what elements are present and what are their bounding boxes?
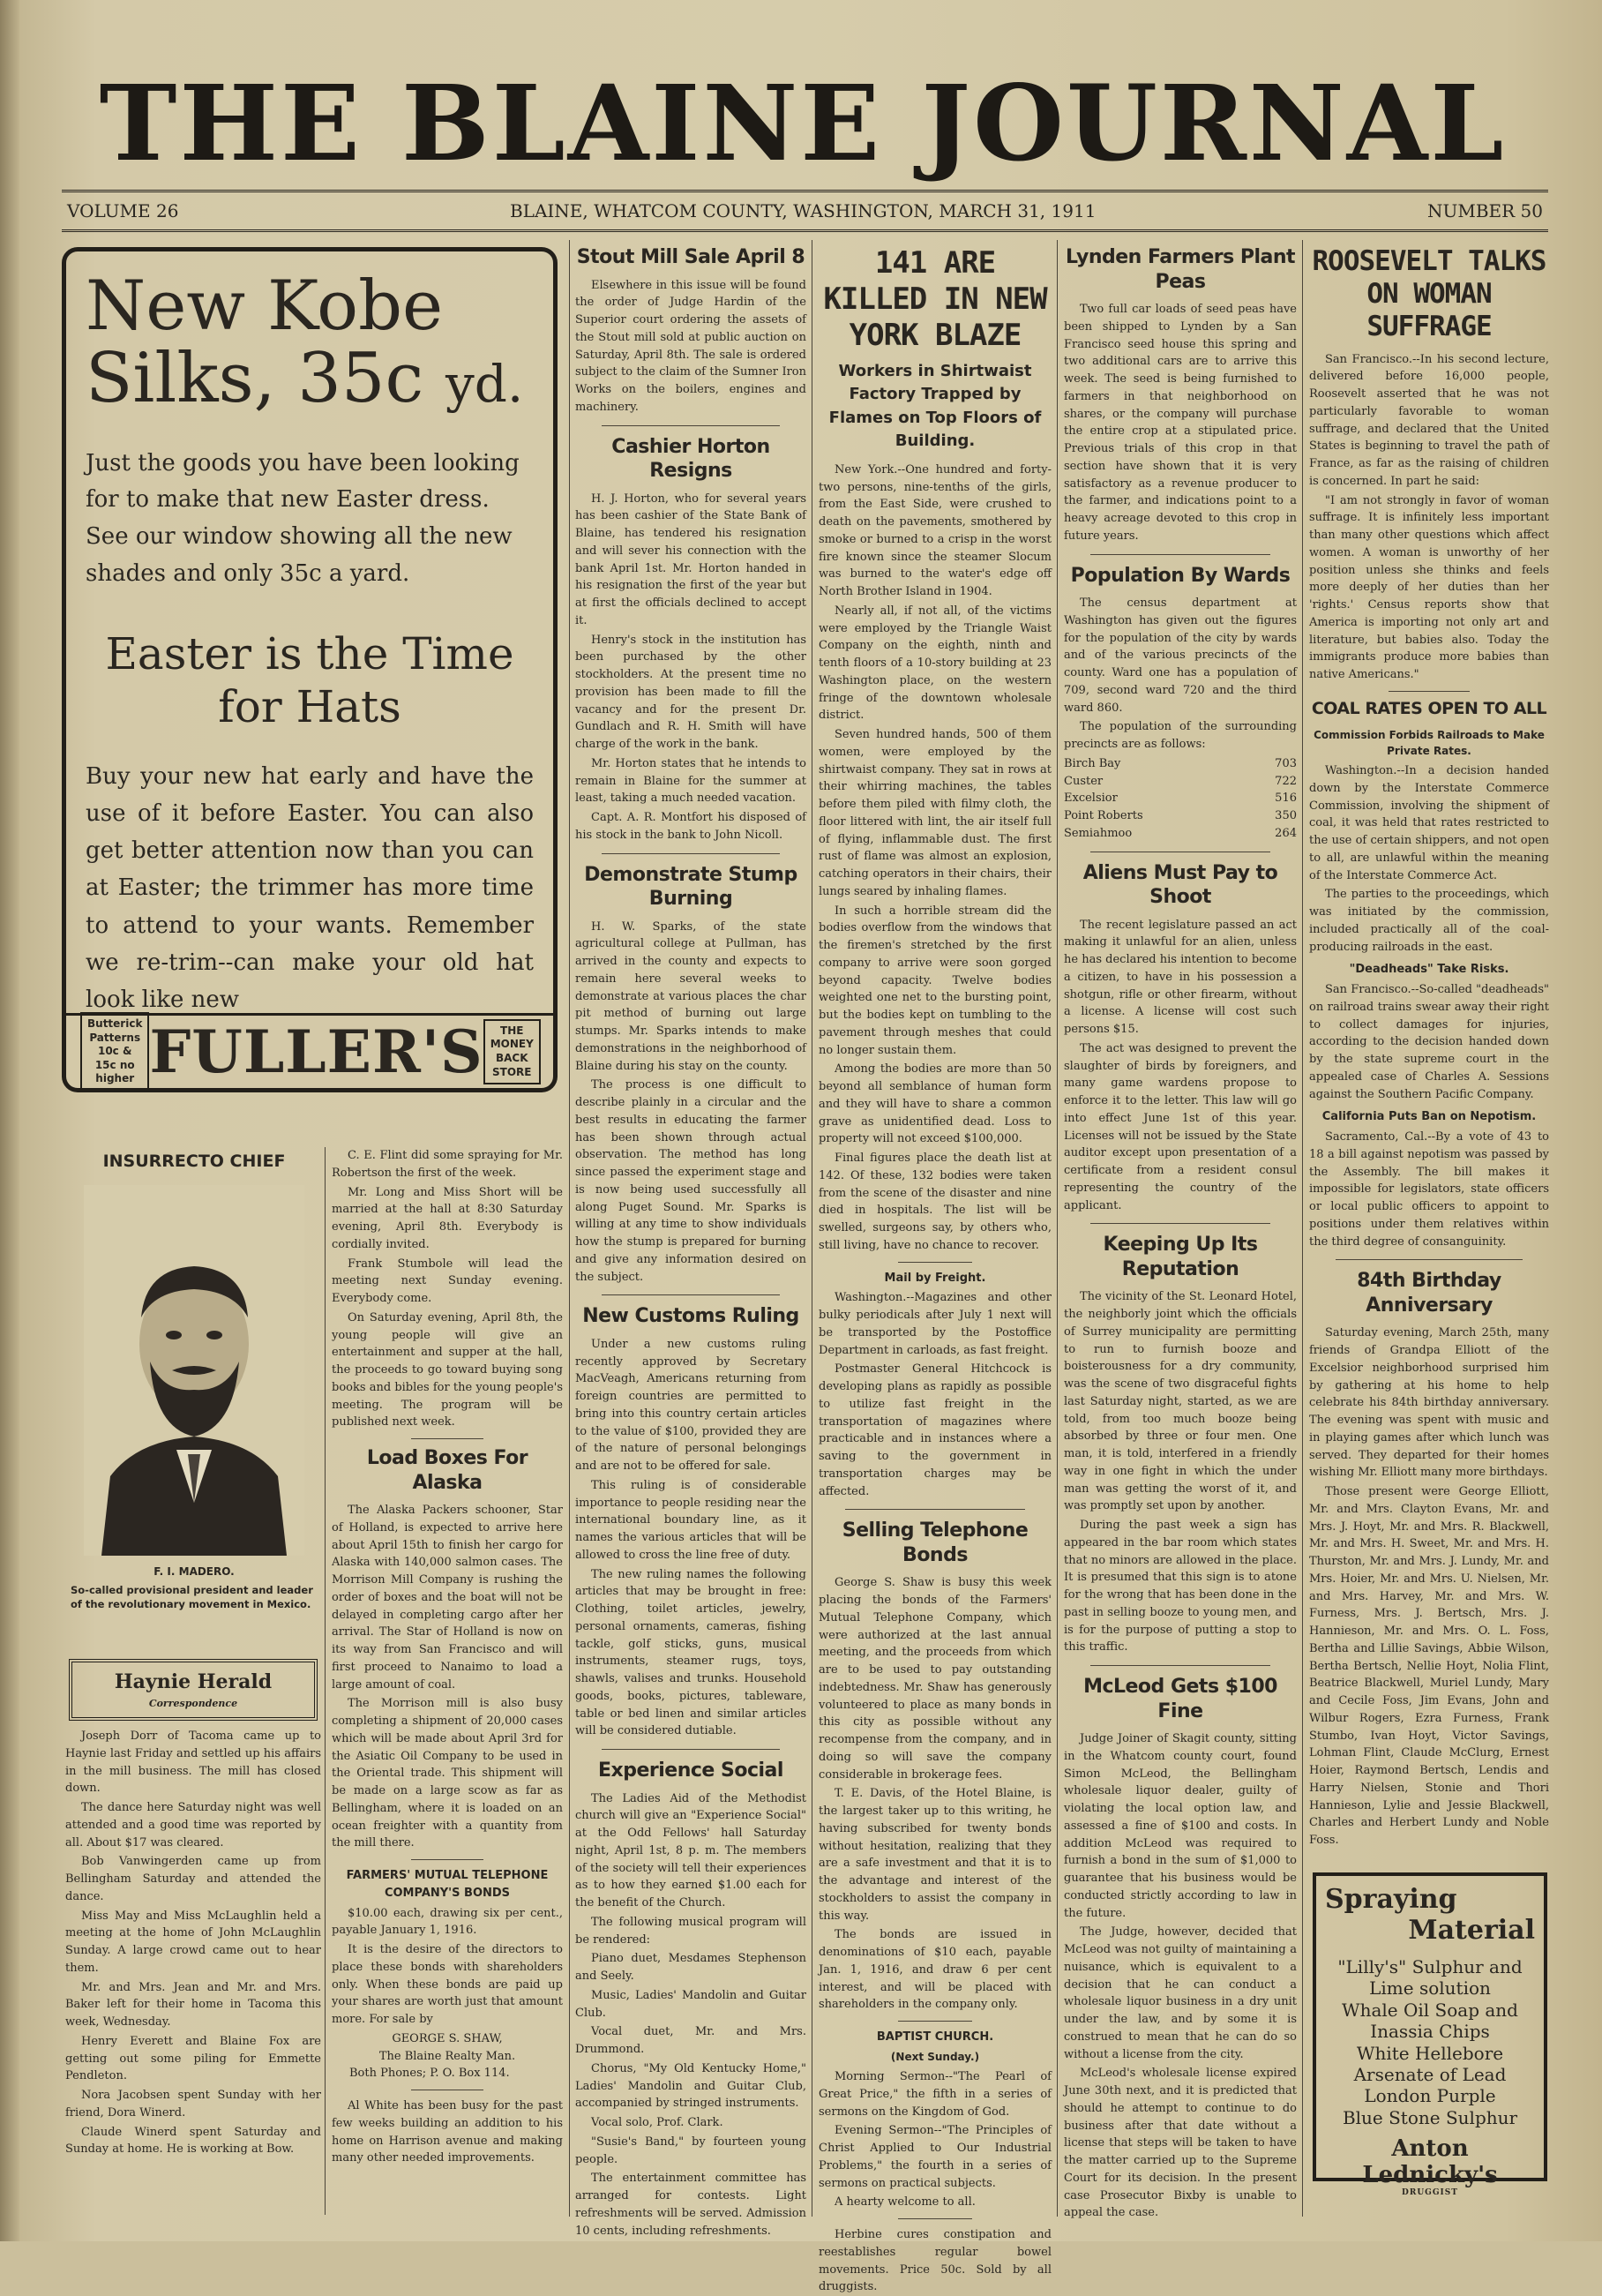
news-paragraph: On Saturday evening, April 8th, the young people will give an entertainment and supper at the hall, the proceeds to go toward buying song books and bibles for the young people's meeting. The program will be published next week. [332,1310,563,1429]
news-paragraph: "I am not strongly in favor of woman suffrage. It is infinitely less important than many other questions which affect women. A woman is unworthy of her position unless she thinks and feels more deeply of her duties than her 'rights.' Census reports show that America is importing not only art and literature, but babies also. Today the immigrants produce more babies than native Americans." [1309,493,1549,682]
news-paragraph: The act was designed to prevent the slaughter of birds by foreigners, and many game wardens propose to enforce it to the letter. This law will go into effect June 1st of this year. Licenses will not be issued by the State auditor except upon presentation of a certificate from a resident consul representing the country of the applicant. [1064,1041,1297,1212]
headline-telephone-bonds: Selling Telephone Bonds [842,1519,1029,1566]
divider [898,1262,972,1263]
divider [845,1509,1025,1510]
news-paragraph: Two full car loads of seed peas have been shipped to Lynden by a San Francisco seed house this spring and two additional cars are to arrive this week. The seed is being furnished to farmers in that neighborhood on shares, or the company will purchase the entire crop at a stipulated price. Previous trials of this crop in that section have shown that it is very satisfactory as a revenue producer to the farmer, and indications point to a heavy acreage devoted to this crop in future years. [1064,303,1297,543]
news-paragraph: The process is one difficult to describe plainly in a circular and the best results in educating the farmer has been shown through actual observation. The method has long since passed the experiment stage and is now being used successfully all along Puget Sound. Mr. Sparks is willing at any time to show individuals how the stump is prepared for burning and give any information desired on the subject. [575,1078,806,1284]
news-paragraph: Henry's stock in the institution has been purchased by the other stockholders. At the present time no provision has been made to fill the vacancy and for the present Dr. Gundlach and R. H. Smith will have charge of the work in the bank. [575,633,806,751]
population-row: Point Roberts 350 [1064,809,1297,822]
headline-stump: Demonstrate Stump Burning [584,863,797,910]
issue-number: NUMBER 50 [1426,200,1543,221]
headline-ny-blaze: 141 ARE KILLED IN NEW YORK BLAZE [823,245,1047,353]
column-rule [325,1147,326,2215]
news-paragraph: Capt. A. R. Montfort his disposed of his stock in the bank to John Nicoll. [575,811,806,842]
bonds-phones: Both Phones; P. O. Box 114. [349,2067,510,2081]
subhead-baptist: (Next Sunday.) [890,2050,980,2063]
divider [1389,691,1470,692]
divider [602,1294,780,1295]
news-paragraph: Judge Joiner of Skagit county, sitting in the Whatcom county court, found Simon McLeod, the Bellingham wholesale liquor dealer, guilty of violating the local option law, and assessed a fine of $100 and costs. In addition McLeod was required to furnish a bond in the sum of $1,000 to guarantee that his business would be conducted strictly according to law in the future. [1064,1732,1297,1920]
news-paragraph: Henry Everett and Blaine Fox are getting out some piling for Emmette Pendleton. [65,2034,321,2083]
news-paragraph: New York.--One hundred and forty-two persons, nine-tenths of the girls, from the East Side, were crushed to death on the pavements, smothered by smoke or burned to a crisp in the worst fire known since the steamer Slocum was burned to the water's edge off North Brother Island in 1904. [819,462,1052,599]
column-rule [1302,240,1303,2217]
madero-portrait [84,1185,304,1556]
haynie-herald-column [65,1650,321,2215]
headline-birthday: 84th Birthday Anniversary [1357,1270,1501,1317]
spraying-material-ad [1313,1872,1547,2198]
news-paragraph: The new ruling names the following articles that may be brought in free: Clothing, toilet articles, jewelry, personal ornaments, cameras, fishing tackle, golf sticks, guns, musical instruments, steamer rugs, toys, shawls, valises and trunks. Household goods, books, pictures, tableware, table or bed linen and similar articles will be considered dutiable. [575,1567,806,1738]
news-paragraph: Miss May and Miss McLaughlin held a meeting at the home of John McLaughlin Sunday. A large crowd came out to hear them. [65,1909,321,1975]
news-paragraph: Nora Jacobsen spent Sunday with her friend, Dora Winerd. [65,2089,321,2120]
divider [602,853,780,854]
news-paragraph: In such a horrible stream did the bodies overflow from the windows that the firemen's stretched by the first company to arrive were soon gorged beyond capacity. Twelve bodies weighted one net to the bursting point, but the bodies kept on tumbling to the pavement through meshes that could no longer sustain them. [819,904,1052,1057]
portrait-name: F. I. MADERO. [153,1565,235,1578]
divider [411,1438,483,1439]
news-paragraph: Mr. Horton states that he intends to remain in Blaine for the summer at least, taking a much needed vacation. [575,756,806,806]
fullers-advertisement [62,247,558,1090]
place-date: BLAINE, WHATCOM COUNTY, WASHINGTON, MARCH 31, 1911 [509,200,1097,221]
news-paragraph: The vicinity of the St. Leonard Hotel, the neighborly joint which the officials of Surrey municipality are permitting to run to furnish booze and boisterousness for a dry community, was the scene of two disgraceful fights last Saturday night, started, as we are told, from too much booze being absorbed by three or four men. One man, it is told, interfered in a friendly way in one fight in which the under man was getting the worst of it, and was promptly set upon by another. [1064,1290,1297,1513]
news-paragraph: Those present were George Elliott, Mr. and Mrs. Clayton Evans, Mr. and Mrs. J. Hoyt, Mr. and Mrs. R. Blackwell, Mr. and Mrs. H. Sweet, Mr. and Mrs. H. Thurston, Mr. and Mrs. J. Lundy, Mr. and Mrs. Hoier, Mr. and Mrs. U. Nielsen, Mr. and Mrs. Harvey, Mr. and Mrs. W. Furness, Mrs. J. Bertsch, Mrs. J. Hannieson, Mr. and Mrs. O. L. Foss, Bertha and Lillie Savings, Abbie Wilson, Bertha Bertsch, Nellie Hoyt, Nolia Flint, Beatrice Blackwell, Muriel Lundy, Mary and Cecile Foss, Jim Evans, John and Wilbur Rogers, Ezra Furness, Frank Stumbo, Ivan Hoyt, Victor Savings, Lohman Flint, Claude McClurg, Ernest Hoier, Raymond Bertsch, Lendis and Harry Nielsen, Stonie and Thori Hannieson, Lylie and Jessie Blackwell, Charles and Herbert Lundy and Noble Foss. [1309,1485,1549,1848]
column-5 [1064,240,1297,2220]
news-paragraph: Mr. Long and Miss Short will be married at the hall at 8:30 Saturday evening, April 8th. Everybody is cordially invited. [332,1185,563,1251]
news-paragraph: The Alaska Packers schooner, Star of Holland, is expected to arrive here about April 15th to finish her cargo for Alaska with 140,000 salmon cases. The Morrison Mill Company is rushing the order of boxes and the boat will not be delayed in completing cargo after her arrival. The Star of Holland is now on its way from San Francisco and will first proceed to Nanaimo to load a large amount of coal. [332,1504,563,1692]
population-row: Custer 722 [1064,774,1297,788]
ad-hats-headline: Easter is the Time for Hats [105,628,514,733]
news-paragraph: Morning Sermon--"The Pearl of Great Price," the fifth in a series of sermons on the Kingdom of God. [819,2070,1052,2119]
news-paragraph: The recent legislature passed an act making it unlawful for an alien, unless he has declared his intention to become a citizen, to have in his possession a shotgun, rifle or other firearm, without a license. A license will cost such persons $15. [1064,918,1297,1036]
news-paragraph: Frank Stumbole will lead the meeting next Sunday evening. Everybody come. [332,1257,563,1305]
news-paragraph: Herbine cures constipation and reestablishes regular bowel movements. Price 50c. Sold by all druggists. [819,2228,1052,2294]
ad-headline: New Kobe Silks, 35c yd. [86,266,524,418]
column-rule [1057,240,1058,2217]
news-paragraph: Vocal duet, Mr. and Mrs. Drummond. [575,2025,806,2056]
column-6 [1309,240,1549,1864]
news-paragraph: McLeod's wholesale license expired June 30th next, and it is predicted that should he attempt to continue to do business after that date without a license that steps will be taken to have the matter carried up to the Supreme Court for its decision. In the present case Prosecutor Bixby is unable to appeal the case. [1064,2067,1297,2220]
spray-druggist: DRUGGIST [1402,2188,1458,2198]
news-paragraph: The following musical program will be rendered: [575,1915,806,1947]
headline-roosevelt: ROOSEVELT TALKS ON WOMAN SUFFRAGE [1312,245,1546,343]
column-2 [332,1147,563,2215]
news-paragraph: Washington.--Magazines and other bulky periodicals after July 1 next will be transported by the Postoffice Department in carloads, as fast freight. [819,1291,1052,1357]
news-paragraph: Washington.--In a decision handed down by the Interstate Commerce Commission, involving the shipment of coal, it was held that rates restricted to the use of certain shippers, and not open to all, are unlawful within the meaning of the Interstate Commerce Act. [1309,764,1549,882]
divider [1090,554,1270,555]
population-row: Semiahmoo 264 [1064,826,1297,840]
divider [898,2021,972,2022]
headline-reputation: Keeping Up Its Reputation [1103,1234,1258,1280]
news-paragraph: Among the bodies are more than 50 beyond all semblance of human form and they will have to share a common grave as unidentified dead. Loss to property will not exceed $100,000. [819,1062,1052,1146]
divider [898,2218,972,2219]
masthead-title: THE BLAINE JOURNAL [99,62,1507,184]
headline-nepotism: California Puts Ban on Nepotism. [1321,1110,1537,1124]
news-paragraph: Vocal solo, Prof. Clark. [591,2116,723,2129]
ad-body-silks: Just the goods you have been looking for to make that new Easter dress. See our window showing all the new shades and only 35c a yard. [86,449,520,587]
spray-item: Blue Stone Sulphur [1342,2106,1518,2128]
news-paragraph: It is the desire of the directors to place these bonds with shareholders only. When these bonds are paid up your shares are worth just that amount more. For sale by [332,1943,563,2026]
headline-social: Experience Social [598,1760,783,1782]
ad-body-hats: Buy your new hat early and have the use of it before Easter. You can also get better attention now than you can at Easter; the trimmer has more time to attend to your wants. Remember we re-trim--can make your old hat look like new [86,763,534,1013]
news-paragraph: Claude Winerd spent Saturday and Sunday at home. He is working at Bow. [65,2125,321,2157]
spray-item: Arsenate of Lead [1353,2063,1507,2085]
news-paragraph: $10.00 each, drawing six per cent., payable January 1, 1916. [332,1906,563,1938]
headline-horton: Cashier Horton Resigns [611,435,770,482]
subhead-ny-blaze: Workers in Shirtwaist Factory Trapped by Flames on Top Floors of Building. [828,362,1042,450]
headline-mail: Mail by Freight. [884,1271,986,1285]
news-paragraph: Evening Sermon--"The Principles of Christ Applied to Our Industrial Problems," the fourth in a series of sermons on practical subjects. [819,2124,1052,2190]
news-paragraph: Postmaster General Hitchcock is developing plans as rapidly as possible to utilize fast freight in the transportation of magazines where practicable and in instances where a saving to the government in transportation charges may be affected. [819,1362,1052,1498]
divider [1090,1665,1270,1666]
volume-label: VOLUME 26 [67,200,179,221]
dateline [62,190,1548,232]
page-edge [0,0,19,2241]
news-paragraph: The parties to the proceedings, which was initiated by the commission, included practically all of the coal-producing railroads in the east. [1309,888,1549,954]
headline-lynden-peas: Lynden Farmers Plant Peas [1065,246,1296,293]
news-paragraph: Final figures place the death list at 142. Of these, 132 bodies were taken from the scene of the disaster and nine died in hospitals. The list will be swelled, surgeons say, by others who, still living, have no chance to recover. [819,1152,1052,1252]
headline-mcleod: McLeod Gets $100 Fine [1083,1676,1277,1722]
news-paragraph: George S. Shaw is busy this week placing the bonds of the Farmers' Mutual Telephone Company, which were authorized at the last annual meeting, and the proceeds from which are to be used to pay outstanding indebtedness. Mr. Shaw has generously volunteered to place as many bonds in this city as possible without any recompense from the company, and in doing so will save the company considerable in brokerage fees. [819,1576,1052,1782]
news-paragraph: San Francisco.--So-called "deadheads" on railroad trains swear away their right to collect damages for injuries, according to the decision handed down by the state supreme court in the appealed case of Charles A. Sessions against the Southern Pacific Company. [1309,983,1549,1101]
madero-portrait-block [71,1152,318,1610]
portrait-title: INSURRECTO CHIEF [102,1152,286,1171]
news-paragraph: The dance here Saturday night was well attended and a good time was reported by all. About $17 was cleared. [65,1801,321,1850]
spray-firm: Anton Lednicky's [1362,2135,1498,2189]
news-paragraph: San Francisco.--In his second lecture, delivered before 16,000 people, Roosevelt asserted that he was not particularly favorable to woman suffrage, and declared that the United States is beginning to travel the path of France, as far as the raising of children is concerned. In part he said: [1309,352,1549,488]
news-paragraph: The entertainment committee has arranged for contests. Light refreshments will be served. Admission 10 cents, including refreshments. [575,2172,806,2238]
bonds-signature-title: The Blaine Realty Man. [378,2049,516,2063]
divider [602,1749,780,1750]
headline-load-boxes: Load Boxes For Alaska [366,1447,528,1494]
news-paragraph: A hearty welcome to all. [835,2195,976,2210]
spray-title-1: Spraying [1325,1884,1457,1915]
column-rule [569,240,570,2217]
butterick-box: Butterick Patterns 10c & 15c no higher [80,1012,149,1092]
population-row: Birch Bay 703 [1064,756,1297,770]
headline-deadheads: "Deadheads" Take Risks. [1349,963,1509,977]
spray-item: Inassia Chips [1370,2021,1490,2043]
news-paragraph: During the past week a sign has appeared in the bar room which states that no minors are allowed in the place. It is presumed that this sign is to atone for the wrong that has been done in the past in selling booze to young men, and is for the purpose of putting a stop to this traffic. [1064,1519,1297,1654]
headline-aliens: Aliens Must Pay to Shoot [1082,861,1278,908]
news-paragraph: The bonds are issued in denominations of $10 each, payable Jan. 1, 1916, and draw 6 per cent interest, and will be placed with shareholders in the company only. [819,1928,1052,2012]
news-paragraph: The population of the surrounding precincts are as follows: [1064,720,1297,751]
news-paragraph: Al White has been busy for the past few weeks building an addition to his home on Harrison avenue and making many other needed improvements. [332,2099,563,2165]
bonds-signature: GEORGE S. SHAW, [392,2031,503,2045]
news-paragraph: The Judge, however, decided that McLeod was not guilty of maintaining a nuisance, which is equivalent to a decision that he can conduct a wholesale liquor business in a dry unit under the law, and by some it is construed to mean that he can do so without a license from the city. [1064,1925,1297,2061]
news-paragraph: Mr. and Mrs. Jean and Mr. and Mrs. Baker left for their home in Tacoma this week, Wednesday. [65,1980,321,2030]
divider [1090,1223,1270,1224]
haynie-herald-header: Haynie Herald Correspondence [69,1659,318,1721]
news-paragraph: Piano duet, Mesdames Stephenson and Seely. [575,1952,806,1983]
news-paragraph: Sacramento, Cal.--By a vote of 43 to 18 a bill against nepotism was passed by the Assembly. The bill makes it impossible for legislators, state officers or local public officers to appoint to positions under them relatives within the third degree of consanguinity. [1309,1130,1549,1249]
news-paragraph: C. E. Flint did some spraying for Mr. Robertson the first of the week. [332,1149,563,1180]
spray-item: White Hellebore [1356,2042,1504,2064]
news-paragraph: The census department at Washington has given out the figures for the population of the city by wards and of the various precincts of the county. Ward one has a population of 709, second ward 720 and the third ward 860. [1064,597,1297,715]
ad-footer [62,1013,558,1092]
news-paragraph: Seven hundred hands, 500 of them women, were employed by the shirtwaist company. They sat in rows at their whirring machines, the tables before them piled with filmy cloth, the floor littered with lint, the air itself full of flying, inflammable dust. The first rust of flame was almost an explosion, catching operators in their chairs, their lungs seared by inhaling flames. [819,728,1052,898]
money-back-box: THE MONEY BACK STORE [483,1019,541,1084]
spray-item: Lime solution [1369,1977,1491,2000]
news-paragraph: The Ladies Aid of the Methodist church will give an "Experience Social" at the Odd Fellows' hall Saturday night, April 1st, 8 p. m. The members of the society will tell their experiences as to how they earned $1.00 each for the benefit of the Church. [575,1791,806,1910]
news-paragraph: Music, Ladies' Mandolin and Guitar Club. [575,1988,806,2020]
column-3 [575,240,806,2238]
column-4 [819,240,1052,2294]
news-paragraph: Joseph Dorr of Tacoma came up to Haynie last Friday and settled up his affairs in the mill business. The mill has closed down. [65,1730,321,1796]
news-paragraph: Nearly all, if not all, of the victims were employed by the Triangle Waist Company on the eighth, ninth and tenth floors of a 10-story building at 23 Washington place, on the western fringe of the downtown wholesale district. [819,604,1052,723]
spray-item: London Purple [1364,2085,1496,2107]
divider [411,1859,483,1860]
headline-baptist: BAPTIST CHURCH. [876,2030,994,2045]
news-paragraph: Elsewhere in this issue will be found the order of Judge Hardin of the Superior court ordering the assets of the Stout mill sold at public auction on Saturday, April 8th. The sale is ordered subject to the claim of the Sumner Iron Works on the boilers, engines and machinery. [575,278,806,414]
news-paragraph: Chorus, "My Old Kentucky Home," Ladies' Mandolin and Guitar Club, accompanied by stringed instruments. [575,2061,806,2111]
news-paragraph: Under a new customs ruling recently approved by Secretary MacVeagh, Americans returning from foreign countries are permitted to bring into this country certain articles to the value of $100, provided they are of the nature of personal belongings and are not to be offered for sale. [575,1337,806,1473]
spray-item: "Lilly's" Sulphur and [1337,1956,1523,1977]
subhead-coal-rates: Commission Forbids Railroads to Make Private Rates. [1314,728,1545,757]
headline-coal-rates: COAL RATES OPEN TO ALL [1311,698,1547,718]
news-paragraph: The Morrison mill is also busy completing a shipment of 20,000 cases which will be made about April 3rd for the Asiatic Oil Company to be used in the Oriental trade. This shipment will be made on a large scow as far as Bellingham, where it is loaded on an ocean freighter with a quantity from the mill there. [332,1697,563,1850]
news-paragraph: "Susie's Band," by fourteen young people. [575,2135,806,2166]
divider [602,425,780,426]
spray-title-2: Material [1408,1914,1535,1946]
news-paragraph: H. J. Horton, who for several years has been cashier of the State Bank of Blaine, has tendered his resignation and will sever his connection with the bank April 1st. Mr. Horton handed in his resignation the first of the year but at first the officials declined to accept it. [575,491,806,627]
headline-stout-mill: Stout Mill Sale April 8 [576,246,805,268]
news-paragraph: T. E. Davis, of the Hotel Blaine, is the largest taker up to this writing, he having subscribed for twenty bonds without hesitation, realizing that they are a safe investment and that it is to the advantage and interest of the stockholders to assist the company in this way. [819,1787,1052,1923]
news-paragraph: This ruling is of considerable importance to people residing near the international boundary line, as it names the various articles that will be allowed to cross the line free of duty. [575,1478,806,1562]
headline-population: Population By Wards [1070,564,1291,587]
news-paragraph: Bob Vanwingerden came up from Bellingham Saturday and attended the dance. [65,1855,321,1903]
fullers-logo: FULLER'S [149,1017,483,1086]
news-paragraph: Saturday evening, March 25th, many friends of Grandpa Elliott of the Excelsior neighborhood surprised him by gathering at his home to help celebrate his 84th birthday anniversary. The evening was spent with music and in playing games after which lunch was served. They departed for their homes wishing Mr. Elliott many more birthdays. [1309,1326,1549,1480]
headline-customs: New Customs Ruling [582,1305,799,1328]
spray-item: Whale Oil Soap and [1342,1999,1518,2021]
population-row: Excelsior 516 [1064,792,1297,806]
news-paragraph: H. W. Sparks, of the state agricultural college at Pullman, has arrived in the county and expects to remain here several weeks to demonstrate at various places the char pit method of burning out large stumps. Mr. Sparks intends to make demonstrations in the neighborhood of Blaine during his stay on the county. [575,919,806,1073]
divider [1336,1259,1523,1260]
portrait-caption: So-called provisional president and leader of the revolutionary movement in Mexico. [71,1584,313,1610]
headline-bonds: FARMERS' MUTUAL TELEPHONE COMPANY'S BONDS [346,1869,549,1900]
